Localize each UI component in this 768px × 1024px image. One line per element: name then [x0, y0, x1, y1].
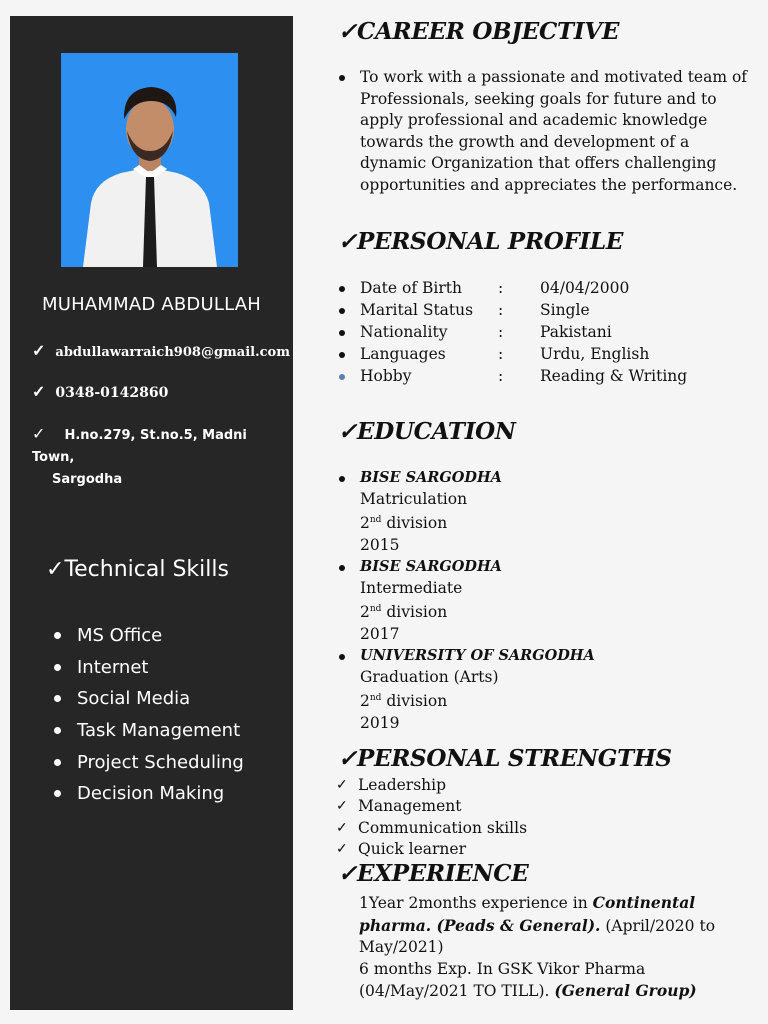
- school-name: BISE SARGODHA: [360, 558, 502, 576]
- strength-item: ✓ Communication skills: [336, 818, 527, 839]
- experience-text: 1Year 2months experience in Continental pharma. (Peads & General). (April/2020 to May/2021) 6 months Exp. In GSK Vikor Pharma (04/May/2021 TO TILL). (General Group): [359, 893, 716, 1000]
- division: 2nd division: [360, 514, 448, 533]
- skill-item: Decision Making: [50, 778, 244, 810]
- skill-item: MS Office: [50, 620, 244, 652]
- profile-row: Marital Status : Single: [337, 300, 687, 322]
- bullet-icon: [339, 374, 345, 380]
- profile-row: Languages : Urdu, English: [337, 344, 687, 366]
- check-icon: ✓: [336, 776, 348, 793]
- strengths-list: [336, 775, 527, 860]
- bullet-icon: [339, 565, 345, 571]
- technical-skills-list: [50, 620, 244, 810]
- education-heading: ✓EDUCATION: [338, 418, 516, 445]
- school-name: UNIVERSITY OF SARGODHA: [360, 647, 595, 665]
- strength-item: ✓ Leadership: [336, 775, 527, 796]
- bullet-icon: [54, 727, 61, 734]
- bullet-icon: [339, 308, 345, 314]
- check-icon: ✓: [338, 418, 357, 445]
- school-name: BISE SARGODHA: [360, 469, 502, 486]
- year: 2017: [360, 624, 400, 643]
- year: 2019: [360, 713, 400, 732]
- check-icon: ✓: [32, 424, 46, 443]
- bullet-icon: [339, 286, 345, 292]
- bullet-icon: [54, 695, 61, 702]
- check-icon: ✓: [338, 18, 357, 45]
- bullet-icon: [339, 352, 345, 358]
- profile-row: Nationality : Pakistani: [337, 322, 687, 344]
- bullet-icon: [54, 664, 61, 671]
- division: 2nd division: [360, 692, 448, 711]
- personal-profile-list: [337, 278, 687, 388]
- education-entry: [337, 467, 595, 556]
- degree: Graduation (Arts): [360, 667, 499, 686]
- skill-item: Internet: [50, 652, 244, 684]
- career-objective-heading: ✓CAREER OBJECTIVE: [338, 18, 620, 45]
- employer-group: (General Group): [554, 981, 697, 1000]
- personal-profile-heading: ✓PERSONAL PROFILE: [338, 228, 624, 255]
- skill-item: Task Management: [50, 715, 244, 747]
- list-item: [337, 67, 762, 196]
- bullet-icon: [339, 75, 345, 81]
- profile-row: Date of Birth : 04/04/2000: [337, 278, 687, 300]
- strength-item: ✓ Quick learner: [336, 839, 527, 860]
- bullet-icon: [54, 759, 61, 766]
- check-icon: ✓: [32, 382, 46, 401]
- bullet-icon: [339, 476, 345, 482]
- bullet-icon: [54, 790, 61, 797]
- division: 2nd division: [360, 603, 448, 622]
- sidebar: [10, 16, 293, 1010]
- check-icon: ✓: [336, 819, 348, 836]
- technical-skills-heading: ✓Technical Skills: [46, 557, 229, 582]
- profile-row: Hobby : Reading & Writing: [337, 366, 687, 388]
- employer-name: Continental pharma. (Peads & General).: [359, 893, 696, 935]
- year: 2015: [360, 535, 400, 554]
- address-line1: H.no.279, St.no.5, Madni Town,: [32, 428, 247, 465]
- check-icon: ✓: [338, 228, 357, 255]
- experience-heading: ✓EXPERIENCE: [338, 860, 529, 887]
- bullet-icon: [339, 654, 345, 660]
- strength-item: ✓ Management: [336, 796, 527, 817]
- check-icon: ✓: [338, 745, 357, 772]
- email-text: abdullawarraich908@gmail.com: [55, 345, 290, 360]
- check-icon: ✓: [46, 557, 65, 582]
- skill-item: Project Scheduling: [50, 746, 244, 778]
- profile-photo: [61, 53, 238, 267]
- contact-address: [32, 423, 290, 491]
- check-icon: ✓: [32, 341, 46, 360]
- contact-email: [32, 340, 290, 364]
- education-entry: [337, 556, 595, 645]
- career-objective-text: To work with a passionate and motivated team of Professionals, seeking goals for future and to apply professional and academic knowledge towards the growth and development of a dynamic Organization that offers challenging opportunities and appreciates the performance.: [360, 68, 748, 194]
- skill-item: Social Media: [50, 683, 244, 715]
- education-list: [337, 467, 595, 734]
- address-line2: Sargodha: [52, 472, 123, 487]
- check-icon: ✓: [336, 798, 348, 815]
- contact-phone: [32, 381, 168, 404]
- degree: Matriculation: [360, 489, 468, 508]
- career-objective-list: [337, 67, 762, 196]
- candidate-name: MUHAMMAD ABDULLAH: [42, 294, 261, 315]
- phone-text: 0348-0142860: [55, 385, 169, 401]
- degree: Intermediate: [360, 578, 463, 597]
- personal-strengths-heading: ✓PERSONAL STRENGTHS: [338, 745, 672, 772]
- check-icon: ✓: [336, 840, 348, 857]
- education-entry: [337, 645, 595, 734]
- bullet-icon: [54, 632, 61, 639]
- bullet-icon: [339, 330, 345, 336]
- check-icon: ✓: [338, 860, 357, 887]
